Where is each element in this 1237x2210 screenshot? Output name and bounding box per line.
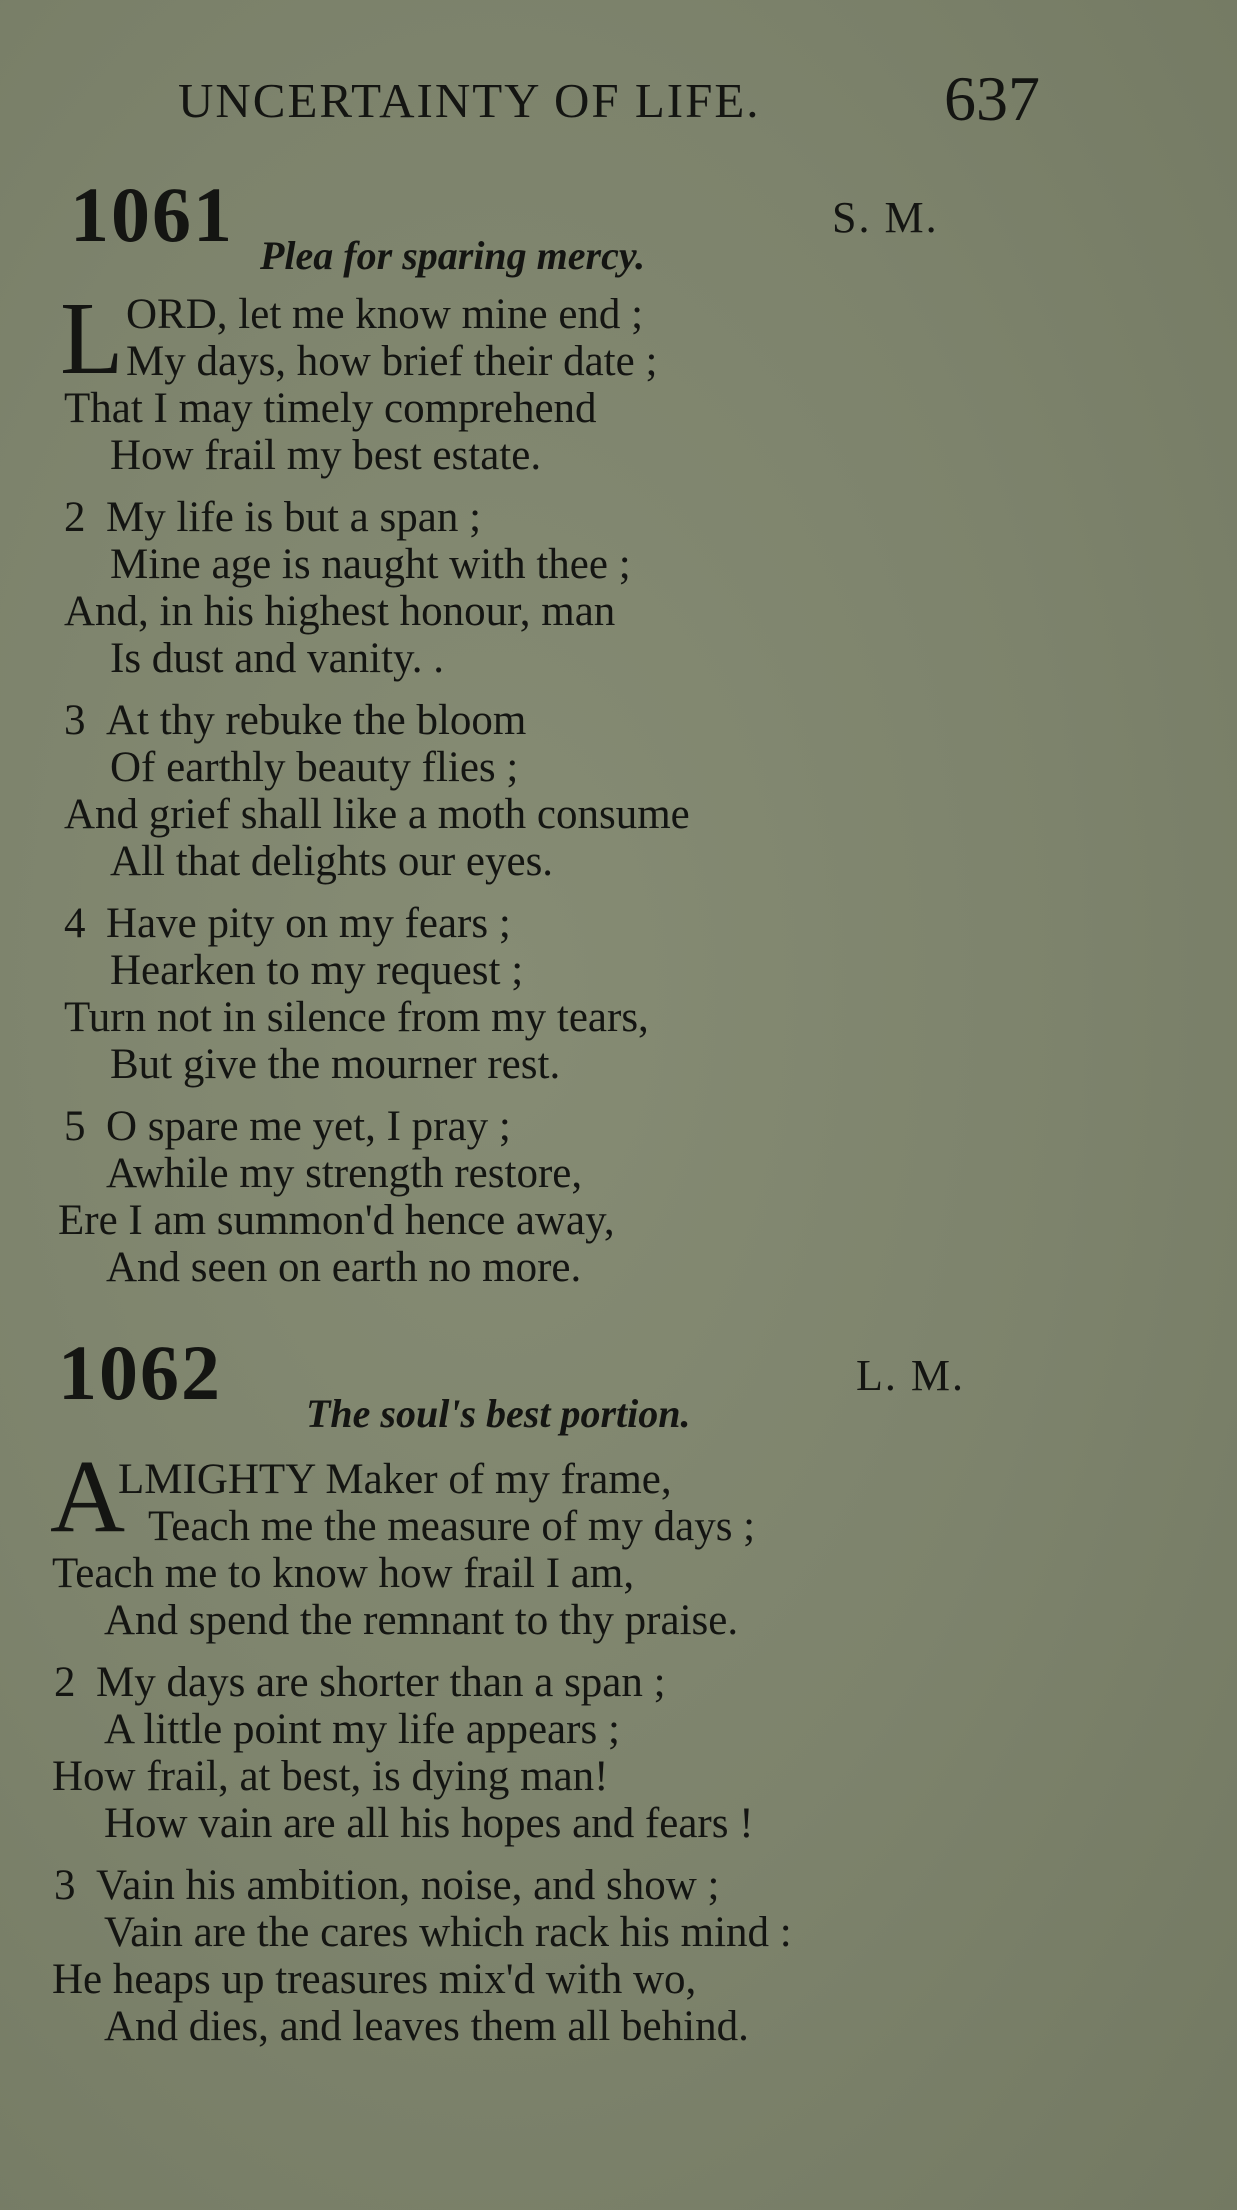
verse-line: How frail, at best, is dying man! [52,1753,609,1800]
hymn-meter: L. M. [856,1351,965,1400]
stanza-5 [64,1105,511,1148]
hymn-number: 1062 [58,1329,222,1416]
verse-line: My life is but a span ; [106,494,482,541]
verse-line: Awhile my strength restore, [106,1150,583,1197]
stanza-number: 3 [54,1862,76,1909]
stanza-2 [54,1661,666,1704]
verse-line: O spare me yet, I pray ; [106,1103,511,1150]
verse-line: And dies, and leaves them all behind. [104,2003,749,2050]
verse-line: And seen on earth no more. [106,1244,582,1291]
hymn-subtitle: The soul's best portion. [306,1391,691,1436]
verse-line: Vain are the cares which rack his mind : [104,1909,792,1956]
verse-line: Ere I am summon'd hence away, [58,1197,615,1244]
drop-cap: L [60,281,124,396]
stanza-number: 2 [64,494,86,541]
page-number: 637 [944,63,1040,134]
verse-line: That I may timely comprehend [64,385,597,432]
verse-line: Teach me to know how frail I am, [52,1550,635,1597]
hymn-number: 1061 [70,171,234,258]
verse-line: Of earthly beauty flies ; [110,744,519,791]
stanza-3 [64,699,526,742]
verse-line: And, in his highest honour, man [64,588,616,635]
verse-line: Have pity on my fears ; [106,900,511,947]
verse-line: LMIGHTY Maker of my frame, [118,1456,672,1503]
verse-line: Hearken to my request ; [110,947,524,994]
verse-line: But give the mourner rest. [110,1041,561,1088]
verse-line: How vain are all his hopes and fears ! [104,1800,754,1847]
stanza-2 [64,496,481,539]
verse-line: And spend the remnant to thy praise. [104,1597,739,1644]
verse-line: Teach me the measure of my days ; [148,1503,756,1550]
verse-line: ORD, let me know mine end ; [126,291,644,338]
verse-line: My days are shorter than a span ; [96,1659,666,1706]
verse-line: Vain his ambition, noise, and show ; [96,1862,720,1909]
stanza-3 [54,1864,719,1907]
drop-cap: A [50,1439,126,1554]
stanza-number: 4 [64,900,86,947]
verse-line: All that delights our eyes. [110,838,554,885]
stanza-number: 5 [64,1103,86,1150]
verse-line: Turn not in silence from my tears, [64,994,649,1041]
verse-line: How frail my best estate. [110,432,542,479]
hymn-meter: S. M. [832,193,939,242]
stanza-number: 3 [64,697,86,744]
running-title: UNCERTAINTY OF LIFE. [178,73,761,128]
hymn-subtitle: Plea for sparing mercy. [260,233,646,278]
stanza-number: 2 [54,1659,76,1706]
verse-line: He heaps up treasures mix'd with wo, [52,1956,697,2003]
verse-line: My days, how brief their date ; [126,338,658,385]
stanza-4 [64,902,511,945]
verse-line: And grief shall like a moth consume [64,791,690,838]
verse-line: Is dust and vanity. . [110,635,445,682]
verse-line: A little point my life appears ; [104,1706,620,1753]
verse-line: At thy rebuke the bloom [106,697,527,744]
verse-line: Mine age is naught with thee ; [110,541,631,588]
